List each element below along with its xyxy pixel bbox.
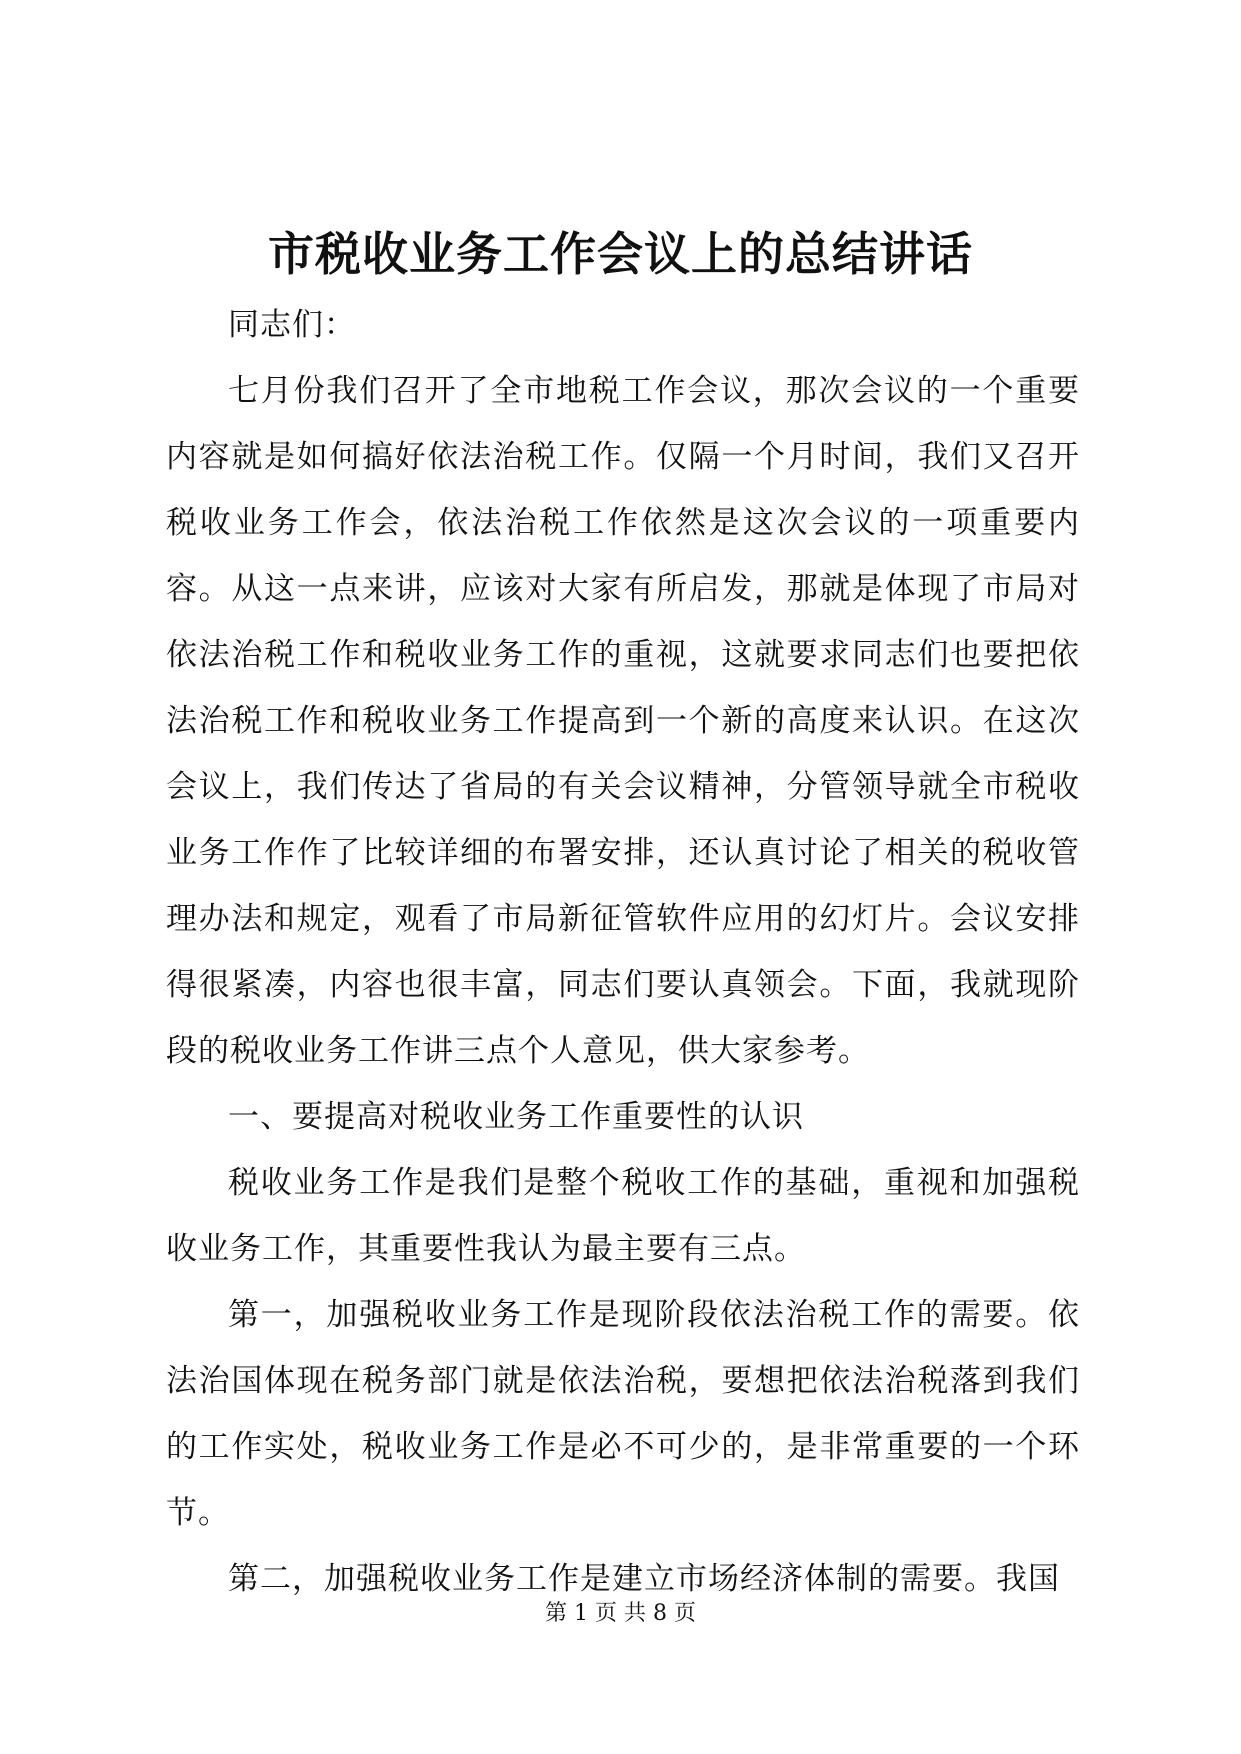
document-title: 市税收业务工作会议上的总结讲话 xyxy=(268,227,973,281)
section-heading: 一、要提高对税收业务工作重要性的认识 xyxy=(228,1099,804,1135)
body-paragraph: 第二，加强税收业务工作是建立市场经济体制的需要。我国 xyxy=(228,1561,1060,1597)
body-paragraph: 税收业务工作是我们是整个税收工作的基础，重视和加强税收业务工作，其重要性我认为最主要有三点。 xyxy=(166,1165,1080,1267)
body-paragraph: 七月份我们召开了全市地税工作会议，那次会议的一个重要内容就是如何搞好依法治税工作。仅隔一个月时间，我们又召开税收业务工作会，依法治税工作依然是这次会议的一项重要内容。从这一点来讲，应该对大家有所启发，那就是体现了市局对依法治税工作和税收业务工作的重视，这就要求同志们也要把依法治税工作和税收业务工作提高到一个新的高度来认识。在这次会议上，我们传达了省局的有关会议精神，分管领导就全市税收业务工作作了比较详细的布署安排，还认真讨论了相关的税收管理办法和规定，观看了市局新征管软件应用的幻灯片。会议安排得很紧凑，内容也很丰富，同志们要认真领会。下面，我就现阶段的税收业务工作讲三点个人意见，供大家参考。 xyxy=(166,373,1080,1069)
document-body xyxy=(166,292,1080,1612)
salutation: 同志们： xyxy=(228,307,356,343)
body-paragraph: 第一，加强税收业务工作是现阶段依法治税工作的需要。依法治国体现在税务部门就是依法治税，要想把依法治税落到我们的工作实处，税收业务工作是必不可少的，是非常重要的一个环节。 xyxy=(166,1297,1080,1531)
page-number-footer: 第 1 页 共 8 页 xyxy=(545,1601,696,1626)
